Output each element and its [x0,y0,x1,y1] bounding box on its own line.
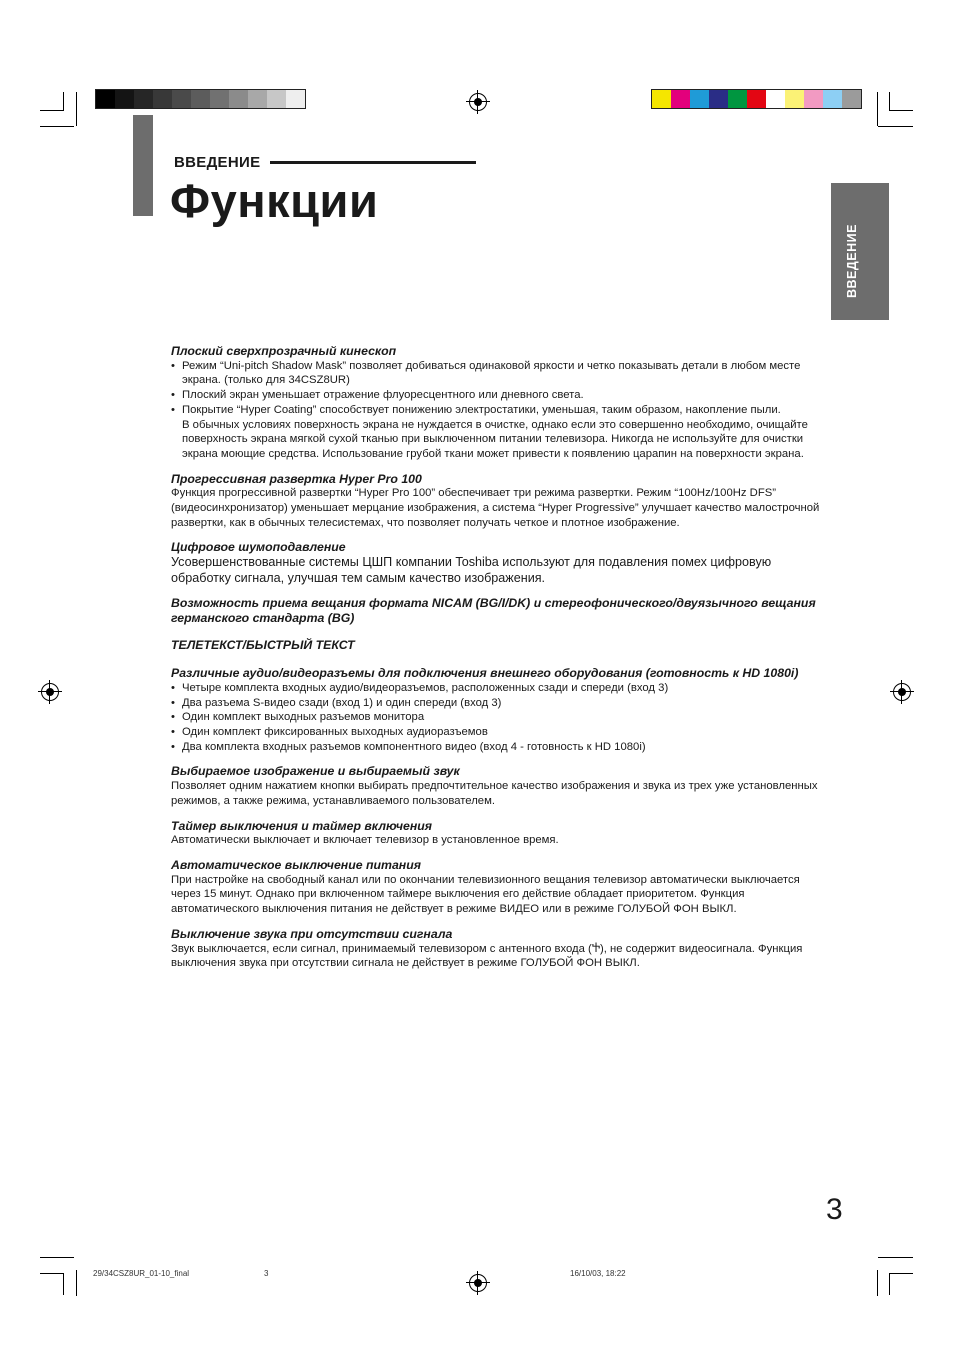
feature-section [171,819,821,848]
bullet-item: • Режим “Uni-pitch Shadow Mask” позволяет добиваться одинаковой яркости и четко показывать детали в любом месте экрана. (только для 34CSZ8UR) [171,359,821,388]
color-registration-bar [651,89,862,109]
crop-mark [877,1270,878,1296]
color-swatch [191,90,210,108]
crop-mark [889,1273,913,1274]
color-swatch [785,90,804,108]
bullet-item: • Покрытие “Hyper Coating” способствует понижению электростатики, уменьшая, таким образом, накопление пыли. [171,403,821,418]
color-swatch [153,90,172,108]
crop-mark [40,1273,64,1274]
color-swatch [229,90,248,108]
crop-mark [76,92,77,126]
color-swatch [690,90,709,108]
color-swatch [766,90,785,108]
registration-target-icon [41,683,59,701]
crop-mark [889,92,890,110]
feature-heading: Выключение звука при отсутствии сигнала [171,926,453,941]
crop-mark [40,126,74,127]
crop-mark [63,92,64,110]
crop-mark [878,126,913,127]
feature-section [171,344,821,462]
crop-mark [76,1270,77,1296]
feature-heading: Таймер выключения и таймер включения [171,818,433,833]
bullet-item: • Два комплекта входных разъемов компонентного видео (вход 4 - готовность к HD 1080i) [171,740,821,755]
color-swatch [134,90,153,108]
color-swatch [709,90,728,108]
feature-section [171,638,821,653]
feature-heading: Возможность приема вещания формата NICAM (BG/I/DK) и стереофонического/двуязычного вещания германского стандарта (BG) [171,596,816,625]
footer-page: 3 [264,1269,269,1278]
registration-target-icon [469,1274,487,1292]
color-swatch [804,90,823,108]
color-swatch [248,90,267,108]
feature-section [171,666,821,754]
crop-mark [878,1257,913,1258]
color-swatch [210,90,229,108]
crop-mark [889,1273,890,1295]
feature-text: Функция прогрессивной развертки “Hyper Pro 100” обеспечивает три режима развертки. Режим “100Hz/100Hz DFS” (видеосинхронизатор) уменьшает мерцание изображения, а система “Hyper Progressive” улучшает качество малострочной развертки, как в обычных телесистемах, что позволяет получать четкое и плотное изображение. [171,487,820,529]
color-swatch [286,90,305,108]
feature-section [171,927,821,971]
color-swatch [96,90,115,108]
page-title: Функции [170,174,379,227]
feature-text: Автоматически выключает и включает телевизор в установленное время. [171,834,559,847]
feature-heading: Цифровое шумоподавление [171,540,346,555]
section-accent-bar [133,115,153,216]
side-tab-label: ВВЕДЕНИЕ [845,224,859,298]
color-swatch [747,90,766,108]
feature-heading: Автоматическое выключение питания [171,857,421,872]
color-swatch [172,90,191,108]
bullet-item: • Один комплект выходных разъемов монитора [171,710,821,725]
color-swatch [115,90,134,108]
feature-section [171,540,821,586]
section-rule [270,161,476,164]
feature-heading: Плоский сверхпрозрачный кинескоп [171,344,397,358]
color-swatch [842,90,861,108]
feature-heading: ТЕЛЕТЕКСТ/БЫСТРЫЙ ТЕКСТ [171,637,355,652]
feature-section [171,764,821,808]
feature-section [171,472,821,531]
color-swatch [671,90,690,108]
crop-mark [889,110,913,111]
crop-mark [40,1257,74,1258]
side-tab [831,183,889,320]
feature-text: При настройке на свободный канал или по окончании телевизионного вещания телевизор автоматически выключается через 15 минут. Однако при включенном таймере выключения его действие обладает приоритетом. Функция автоматического выключения питания не действует в режиме ВИДЕО или в режиме ГОЛУБОЙ ФОН ВЫКЛ. [171,873,800,916]
feature-heading: Прогрессивная развертка Hyper Pro 100 [171,471,422,486]
feature-list [171,344,821,981]
bullet-item: • Четыре комплекта входных аудио/видеоразъемов, расположенных сзади и спереди (вход 3) [171,681,821,696]
feature-heading: Различные аудио/видеоразъемы для подключения внешнего оборудования (готовность к HD 1080i) [171,666,799,681]
registration-target-icon [469,93,487,111]
section-label: ВВЕДЕНИЕ [174,154,261,171]
bullet-item: • Плоский экран уменьшает отражение флуоресцентного или дневного света. [171,388,821,403]
color-swatch [728,90,747,108]
feature-text: Позволяет одним нажатием кнопки выбирать предпочтительное качество изображения и звука из трех уже установленных режимов, а также режима, устанавливаемого пользователем. [171,780,818,807]
greyscale-registration-bar [95,89,306,109]
registration-target-icon [893,683,911,701]
color-swatch [267,90,286,108]
feature-text: Усовершенствованные системы ЦШП компании Toshiba используют для подавления помех цифровую обработку сигнала, улучшая тем самым качество изображения. [171,555,772,585]
feature-section [171,858,821,917]
feature-section [171,596,821,625]
color-swatch [823,90,842,108]
bullet-item: • Два разъема S-видео сзади (вход 1) и один спереди (вход 3) [171,696,821,711]
feature-heading: Выбираемое изображение и выбираемый звук [171,764,460,779]
feature-text: Звук выключается, если сигнал, принимаемый телевизором с антенного входа (Ⴕ), не содержит видеосигнала. Функция выключения звука при отсутствии сигнала не действует в режиме ГОЛУБОЙ ФОН ВЫКЛ. [171,942,803,970]
footer-date: 16/10/03, 18:22 [570,1269,626,1278]
color-swatch [652,90,671,108]
bullet-item: • Один комплект фиксированных выходных аудиоразъемов [171,725,821,740]
crop-mark [40,110,64,111]
crop-mark [63,1273,64,1295]
page-number: 3 [826,1193,843,1226]
crop-mark [877,92,878,126]
feature-note: В обычных условиях поверхность экрана не нуждается в очистке, однако если это совершенно необходимо, очищайте поверхность экрана мягкой сухой тканью при выключенном питании телевизора. Никогда не используйте для очистки экрана моющие средства. Использование грубой ткани может привести к появлению царапин на поверхности экрана. [182,418,808,460]
footer-filename: 29/34CSZ8UR_01-10_final [93,1269,190,1278]
